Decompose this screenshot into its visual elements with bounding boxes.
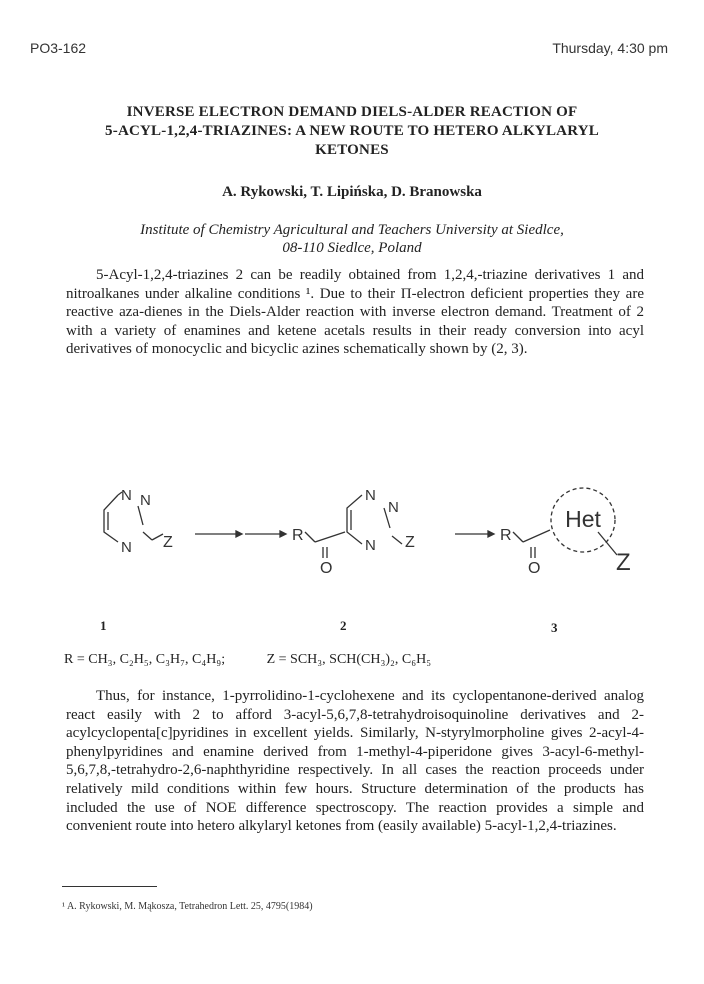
paragraph-results — [66, 687, 644, 836]
substituent-z: Z — [163, 534, 173, 551]
title-line: KETONES — [315, 142, 389, 158]
reaction-arrow — [195, 531, 286, 537]
atom-o: O — [320, 560, 333, 577]
atom-n: N — [140, 492, 151, 509]
substituent-definitions — [64, 652, 431, 668]
substituent-r: R — [292, 527, 304, 544]
reaction-arrow — [455, 531, 494, 537]
compound-label-1: 1 — [100, 618, 107, 633]
atom-n: N — [388, 499, 399, 516]
title-line: 5-ACYL-1,2,4-TRIAZINES: A NEW ROUTE TO HETERO ALKYLARYL — [105, 123, 599, 139]
session-code: PO3-162 — [30, 40, 87, 56]
r-definition: R = CH₃, C₂H₅, C₃H₇, C₄H₉; — [64, 652, 226, 667]
atom-n: N — [121, 487, 132, 504]
footnote-divider — [62, 886, 157, 887]
title-line: INVERSE ELECTRON DEMAND DIELS-ALDER REACTION OF — [126, 104, 578, 120]
atom-n: N — [365, 537, 376, 554]
session-time: Thursday, 4:30 pm — [552, 40, 668, 56]
affiliation-line: 08-110 Siedlce, Poland — [282, 240, 422, 256]
paragraph-text: Thus, for instance, 1-pyrrolidino-1-cyclohexene and its cyclopentanone-derived analog react easily with 2 to afford 3-acyl-5,6,7,8-tetrahydroisoquinoline derivatives and 2-acylcyclopenta[c]pyridines in excellent yields. Similarly, N-styrylmorpholine gives 2-acyl-4-phenylpyridines and enamine derived from 1-methyl-4-piperidone gives 3-acyl-6-methyl-5,6,7,8,-tetrahydro-2,6-naphthyridine respectively. In all cases the reaction proceeds under relatively mild conditions within few hours. Structure determination of the products has included the use of NOE difference spectroscopy. The reaction provides a simple and convenient route into hetero alkylaryl ketones from (easily available) 5-acyl-1,2,4-triazines. — [66, 688, 644, 835]
substituent-z: Z — [616, 549, 631, 576]
paragraph-text: 5-Acyl-1,2,4-triazines 2 can be readily obtained from 1,2,4,-triazine derivatives 1 and nitroalkanes under alkaline conditions ¹. Due to their Π-electron deficient properties they are reactive aza-dienes in the Diels-Alder reaction with inverse electron demand. Treatment of 2 with a variety of enamines and ketene acetals results in their ready conversion into acyl derivatives of monocyclic and bicyclic azines schematically shown by (2, 3). — [66, 267, 644, 358]
affiliation — [60, 221, 644, 257]
paragraph-intro — [66, 266, 644, 359]
footnote: ¹ A. Rykowski, M. Mąkosza, Tetrahedron Lett. 25, 4795(1984) — [62, 901, 313, 912]
compound-label-2: 2 — [340, 618, 347, 633]
z-definition: Z = SCH₃, SCH(CH₃)₂, C₆H₅ — [266, 652, 432, 667]
compound-1-structure — [104, 492, 163, 542]
hetero-ring-label: Het — [565, 506, 601, 532]
paper-title — [40, 103, 664, 160]
affiliation-line: Institute of Chemistry Agricultural and Teachers University at Siedlce, — [140, 222, 564, 238]
atom-n: N — [121, 539, 132, 556]
substituent-r: R — [500, 527, 512, 544]
compound-label-3: 3 — [551, 620, 558, 635]
reaction-scheme — [0, 470, 704, 590]
substituent-z: Z — [405, 534, 415, 551]
authors: A. Rykowski, T. Lipińska, D. Branowska — [222, 184, 482, 200]
atom-o: O — [528, 560, 541, 577]
atom-n: N — [365, 487, 376, 504]
